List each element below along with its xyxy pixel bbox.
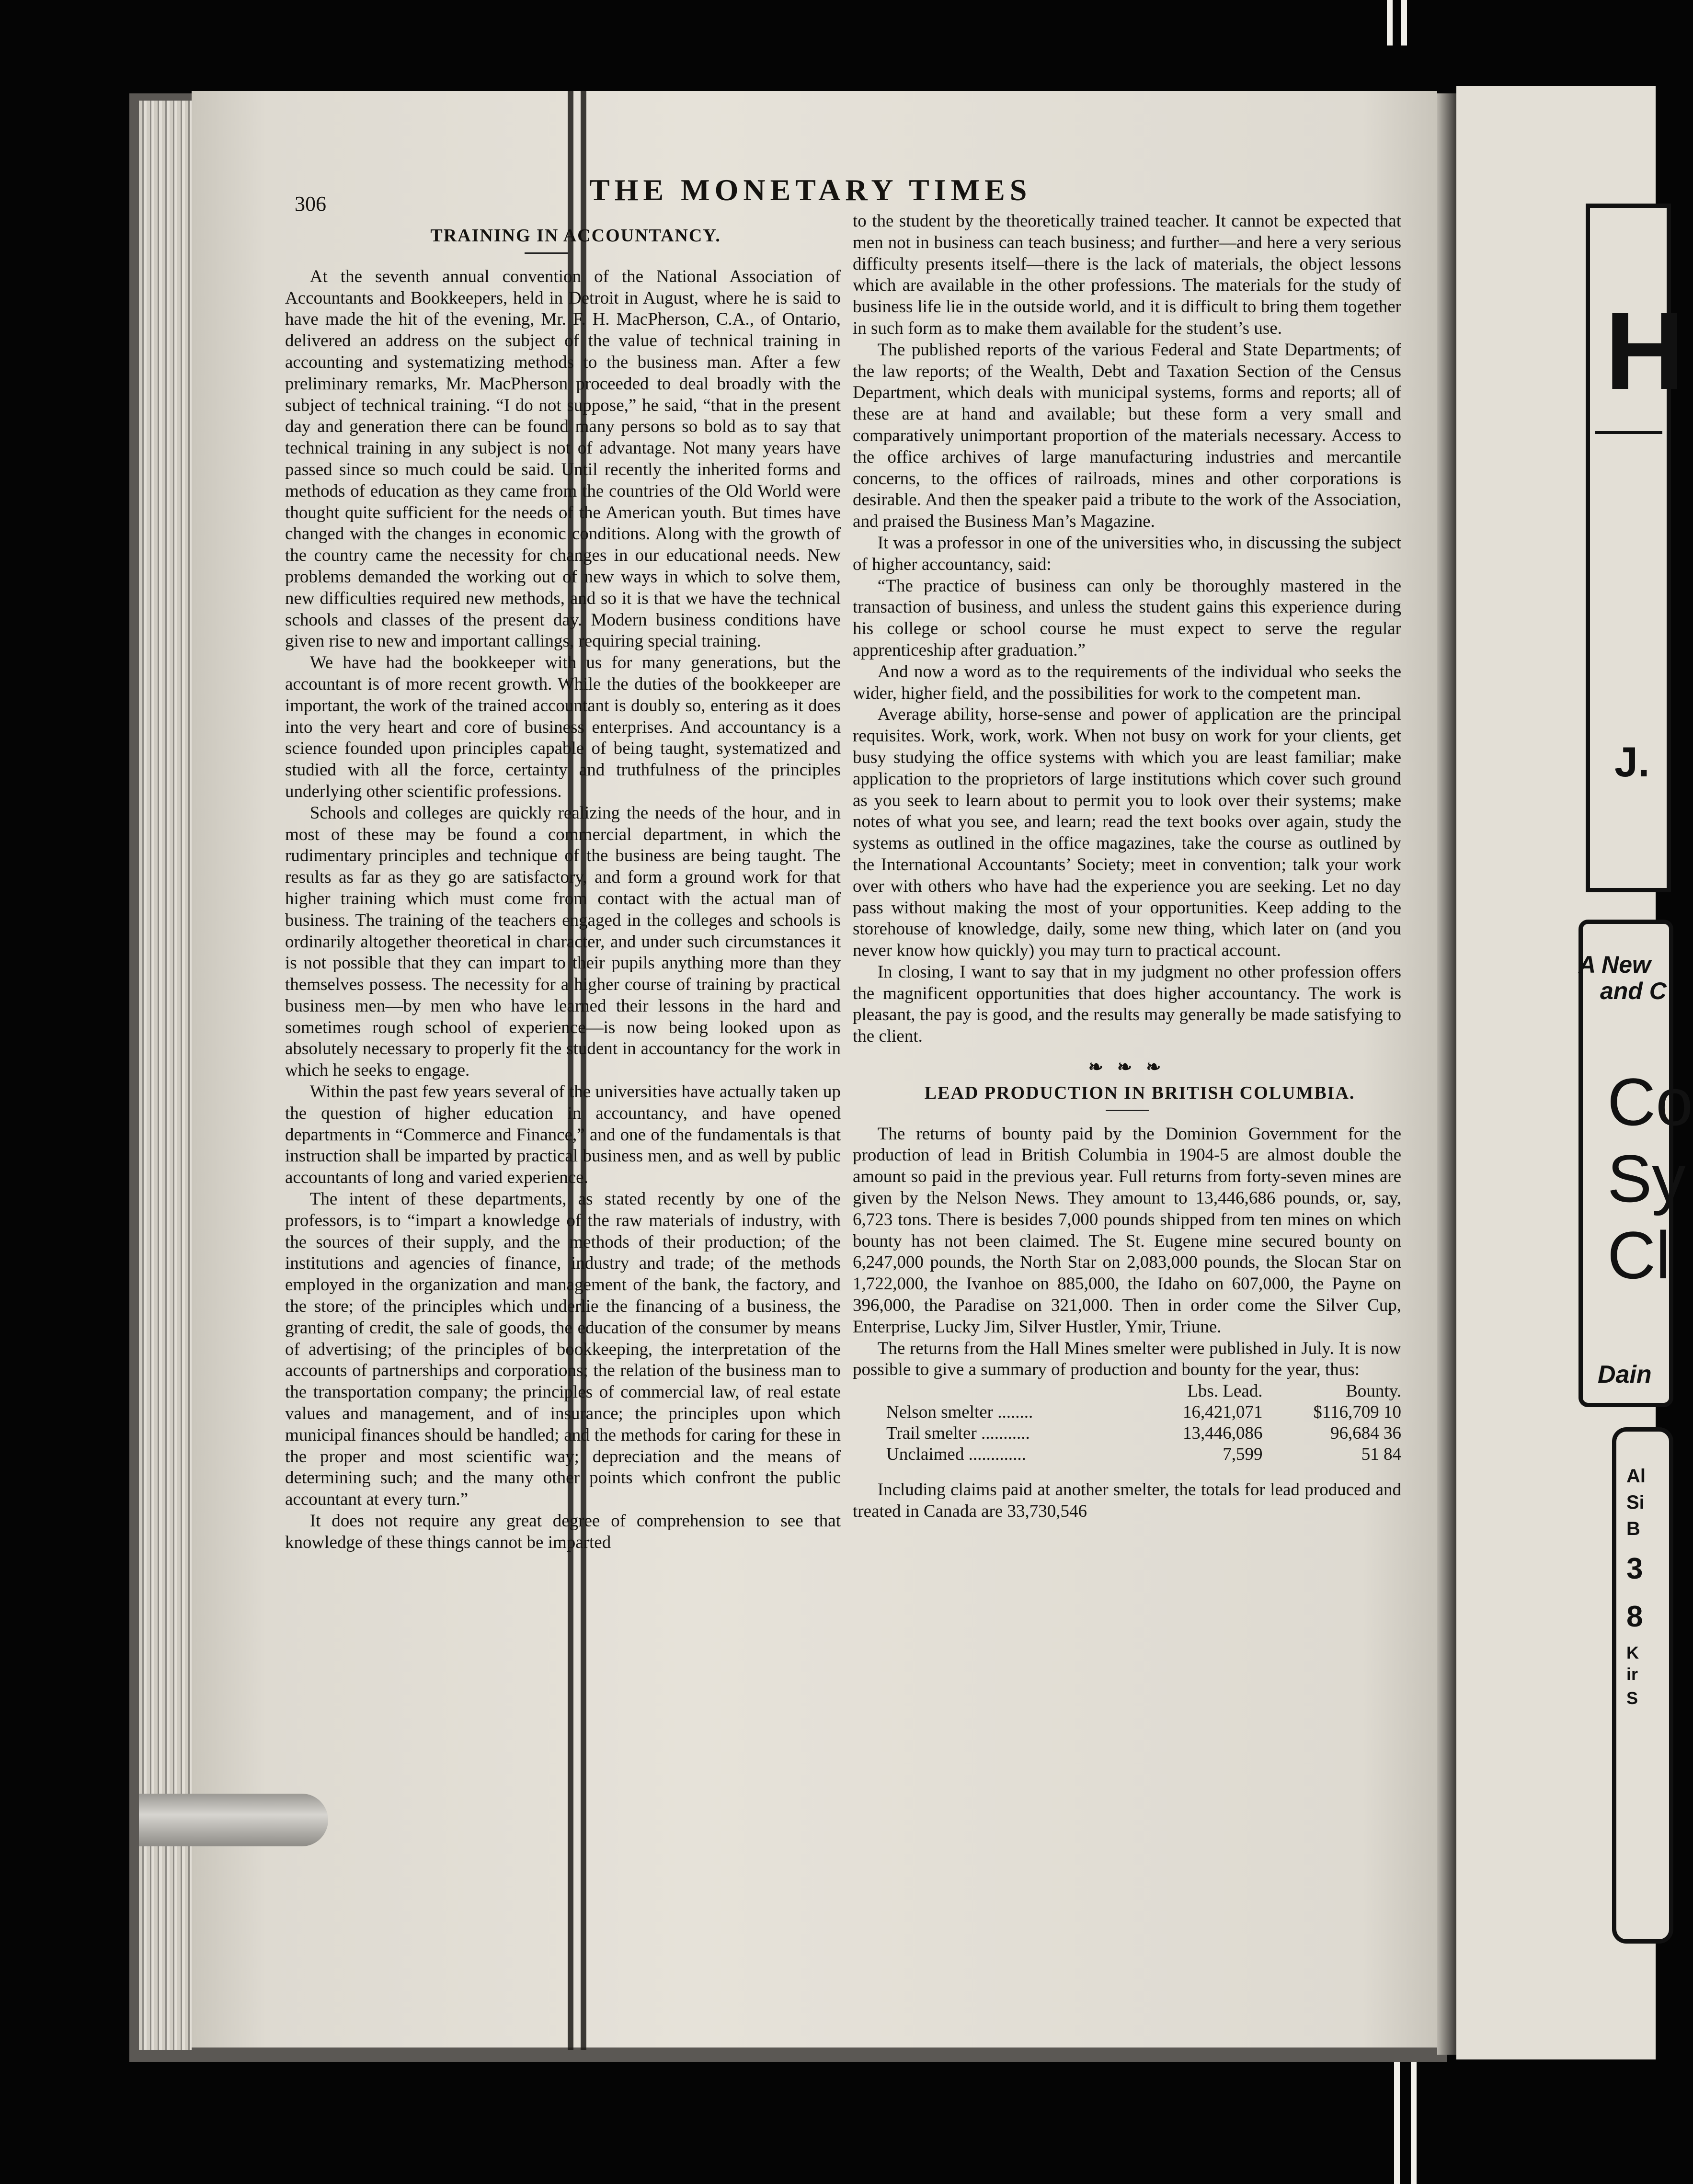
adjacent-big-letter: H (1605, 289, 1685, 412)
adjacent-page (1456, 86, 1693, 2059)
adjacent-side-char-6: K (1626, 1643, 1639, 1662)
article2-paragraph-2: The returns from the Hall Mines smelter were published in July. It is now possible to give a summary of production and bounty for the year, thus: (853, 1338, 1401, 1380)
adjacent-big-3: Cl (1607, 1217, 1671, 1293)
left-column (285, 225, 841, 1554)
title-rule (525, 252, 568, 254)
article1-quote: “The practice of business can only be thoroughly mastered in the transaction of business, and unless the student gains this experience during his college or school course he must expect to serve the regular apprenticeship after graduation.” (853, 576, 1401, 660)
table-cell-label: Trail smelter ........... (886, 1423, 1030, 1444)
table-row (853, 1402, 1401, 1423)
film-mark-top-right (1401, 0, 1407, 46)
adjacent-side-char-8: S (1626, 1688, 1638, 1708)
article1-paragraph-6: It does not require any great degree of comprehension to see that knowledge of these things cannot be imparted (285, 1511, 841, 1552)
adjacent-ad-line-2: and C (1600, 978, 1667, 1004)
article1-paragraph-3: Schools and colleges are quickly realizing the needs of the hour, and in most of these may be found a commercial department, in which the rudimentary principles and technique of the business are being taught. The results as far as they go are satisfactory, and form a ground work for that higher training which must come from contact with the actual man of business. The training of the teachers engaged in the colleges and schools is ordinarily altogether theoretical in character, and under such circumstances it is not possible that they can impart to their pupils anything more than they themselves possess. The necessity for a higher course of training by practical business men—by men who have learned their lessons in the hard and sometimes rough school of experience—is now being looked upon as absolutely necessary to properly fit the student in accountancy for the work in which he seeks to engage. (285, 803, 841, 1081)
adjacent-initial: J. (1614, 738, 1650, 785)
table-header-lbs: Lbs. Lead. (1187, 1381, 1263, 1401)
page-edges (139, 101, 192, 2050)
article2-closing: Including claims paid at another smelter, the totals for lead produced and treated in Canada are 33,730,546 (853, 1480, 1401, 1522)
article-title-training: TRAINING IN ACCOUNTANCY. (430, 226, 721, 246)
article2-paragraph-1: The returns of bounty paid by the Dominion Government for the production of lead in British Columbia in 1904-5 are almost double the amount so paid in the previous year. Full returns from forty-seven mines are given by the Nelson News. They amount to 13,446,686 pounds, or, say, 6,723 tons. There is besides 7,000 pounds shipped from ten mines on which bounty has not been claimed. The St. Eugene mine secured bounty on 6,247,000 pounds, the North Star on 2,083,000 pounds, the Slocan Star on 1,722,000, the Ivanhoe on 885,000, the Idaho on 607,000, the Payne on 396,000, the Paradise on 321,000. Then in order come the Silver Cup, Enterprise, Lucky Jim, Silver Hustler, Ymir, Triune. (853, 1124, 1401, 1337)
table-cell-label: Unclaimed ............. (886, 1445, 1026, 1465)
page-clip (139, 1794, 328, 1846)
article-title-lead: LEAD PRODUCTION IN BRITISH COLUMBIA. (924, 1082, 1355, 1103)
table-header-bounty: Bounty. (1346, 1381, 1401, 1401)
adjacent-side-char-2: Si (1626, 1492, 1645, 1513)
adjacent-big-2: Sy (1607, 1141, 1686, 1216)
adjacent-side-char-5: 8 (1626, 1600, 1643, 1633)
table-cell-bounty: 51 84 (1361, 1445, 1401, 1465)
film-mark-top-left (1387, 0, 1393, 46)
article1-continuation-1: to the student by the theoretically trained teacher. It cannot be expected that men not in business can teach business; and further—and here a very serious difficulty presents itself—there is the lack of materials, the object lessons which are available in the other professions. The materials for the study of business life lie in the outside world, and it is difficult to bring them together in such form as to make them available for the student’s use. (853, 211, 1401, 338)
article1-continuation-5: And now a word as to the requirements of the individual who seeks the wider, higher field, and the possibilities for work to the competent man. (853, 661, 1401, 703)
table-header-blank (853, 1381, 1137, 1402)
lead-production-table (853, 1381, 1401, 1465)
table-cell-lbs: 7,599 (1223, 1445, 1263, 1465)
page-number: 306 (295, 192, 326, 216)
table-cell-lbs: 13,446,086 (1183, 1423, 1263, 1444)
adjacent-side-char-3: B (1626, 1518, 1640, 1539)
article1-continuation-7: In closing, I want to say that in my judgment no other profession offers the magnificent opportunities that does higher accountancy. The work is pleasant, the pay is good, and the results may generally be made satisfying to the client. (853, 962, 1401, 1046)
article1-paragraph-2: We have had the bookkeeper with us for many generations, but the accountant is of more recent growth. While the duties of the bookkeeper are important, the work of the trained accountant is doubly so, entering as it does into the very heart and core of business enterprises. And accountancy is a science founded upon principles capable of being taught, systematized and studied with all the force, certainty and truthfulness of the principles underlying other scientific professions. (285, 653, 841, 801)
article1-continuation-2: The published reports of the various Federal and State Departments; of the law reports; of the Wealth, Debt and Taxation Section of the Census Department, which deals with municipal systems, forms and reports; all of these are at hand and available; but these form a very small and comparatively unimportant proportion of the materials necessary. Access to the office archives of large manufacturing industries and mercantile concerns, to the offices of railroads, mines and other corporations is desirable. And then the speaker paid a tribute to the work of the Association, and praised the Business Man’s Magazine. (853, 340, 1401, 532)
adjacent-side-char-7: ir (1626, 1664, 1638, 1684)
right-column (853, 211, 1401, 1523)
adjacent-side-char-1: Al (1626, 1466, 1646, 1487)
table-cell-bounty: 96,684 36 (1330, 1423, 1401, 1444)
table-header-row (853, 1381, 1401, 1402)
article1-paragraph-1: At the seventh annual convention of the National Association of Accountants and Bookkeepers, held in Detroit in August, where he is said to have made the hit of the evening, Mr. F. H. MacPherson, C.A., of Ontario, delivered an address on the subject of the value of technical training in accounting and systematizing methods to the business man. After a few preliminary remarks, Mr. MacPherson proceeded to deal broadly with the subject of technical training. “I do not suppose,” he said, “that in the present day and generation there can be found many persons so bold as to say that technical training in any subject is not of advantage. Not many years have passed since so much could be said. Until recently the inherited forms and methods of education as they came from the countries of the Old World were thought quite sufficient for the needs of the American youth. But times have changed with the changes in economic conditions. Along with the growth of the country came the necessity for changes in our educational needs. New problems demanded the working out of new ways in which to solve them, new difficulties required new methods, and so it is that we have the technical schools and classes of the present day. Modern business conditions have given rise to new and important callings, requiring special training. (285, 266, 841, 651)
adjacent-rule (1595, 431, 1662, 434)
article1-continuation-6: Average ability, horse-sense and power of application are the principal requisites. Work, work, work. When not busy on work for your clients, get busy studying the office systems with which you are least familiar; make application to the proprietors of large institutions which cover such ground as you seek to learn about to permit you to look over their systems; make notes of what you see, and learn; read the text books over again, study the systems as outlined in the office magazines, take the course as outlined by the International Accountants’ Society; meet in convention; talk your work over with others who have had the experience you are seeking. Let no day pass without making the most of your opportunities. Keep adding to the storehouse of knowledge, daily, some new thing, which later on (and you never know how quickly) you may turn to practical account. (853, 705, 1401, 961)
article1-continuation-3: It was a professor in one of the universities who, in discussing the subject of higher accountancy, said: (853, 533, 1401, 574)
article1-paragraph-4: Within the past few years several of the universities have actually taken up the question of higher education in accountancy, and have opened departments in “Commerce and Finance,” and one of the fundamentals is that instruction shall be imparted by practical business men, and as well by public accountants of long and varied experience. (285, 1082, 841, 1188)
adjacent-ad-line-1: A New (1579, 951, 1651, 978)
article1-paragraph-5: The intent of these departments, as stated recently by one of the professors, is to “impart a knowledge of the raw materials of industry, with the sources of their supply, and the methods of their production; of the institutions and agencies of finance, industry and trade; of the methods employed in the organization and management of the bank, the factory, and the store; of the principles which underlie the financing of a business, the granting of credit, the sale of goods, the education of the consumer by means of advertising; of the principles of bookkeeping, the interpretation of the accounts of partnerships and corporations; the relation of the business man to the transportation company; the principles of commercial law, of real estate values and management, and of insurance; the principles upon which municipal finances should be handled; and the methods for caring for these in the proper and most scientific way; depreciation and the means of determining such; and the many other points which confront the public accountant at every turn.” (285, 1189, 841, 1510)
table-row (853, 1423, 1401, 1444)
adjacent-dain: Dain (1598, 1361, 1652, 1388)
table-cell-label: Nelson smelter ........ (886, 1402, 1033, 1422)
page-gutter (1437, 93, 1456, 2055)
table-cell-lbs: 16,421,071 (1183, 1402, 1263, 1422)
table-row (853, 1444, 1401, 1465)
masthead: THE MONETARY TIMES (589, 173, 1032, 207)
table-cell-bounty: $116,709 10 (1313, 1402, 1401, 1422)
section-ornament: ❧ ❧ ❧ (1088, 1058, 1166, 1078)
lead-title-rule (1106, 1110, 1149, 1111)
adjacent-big-1: Co (1607, 1064, 1693, 1139)
adjacent-side-char-4: 3 (1626, 1552, 1643, 1585)
